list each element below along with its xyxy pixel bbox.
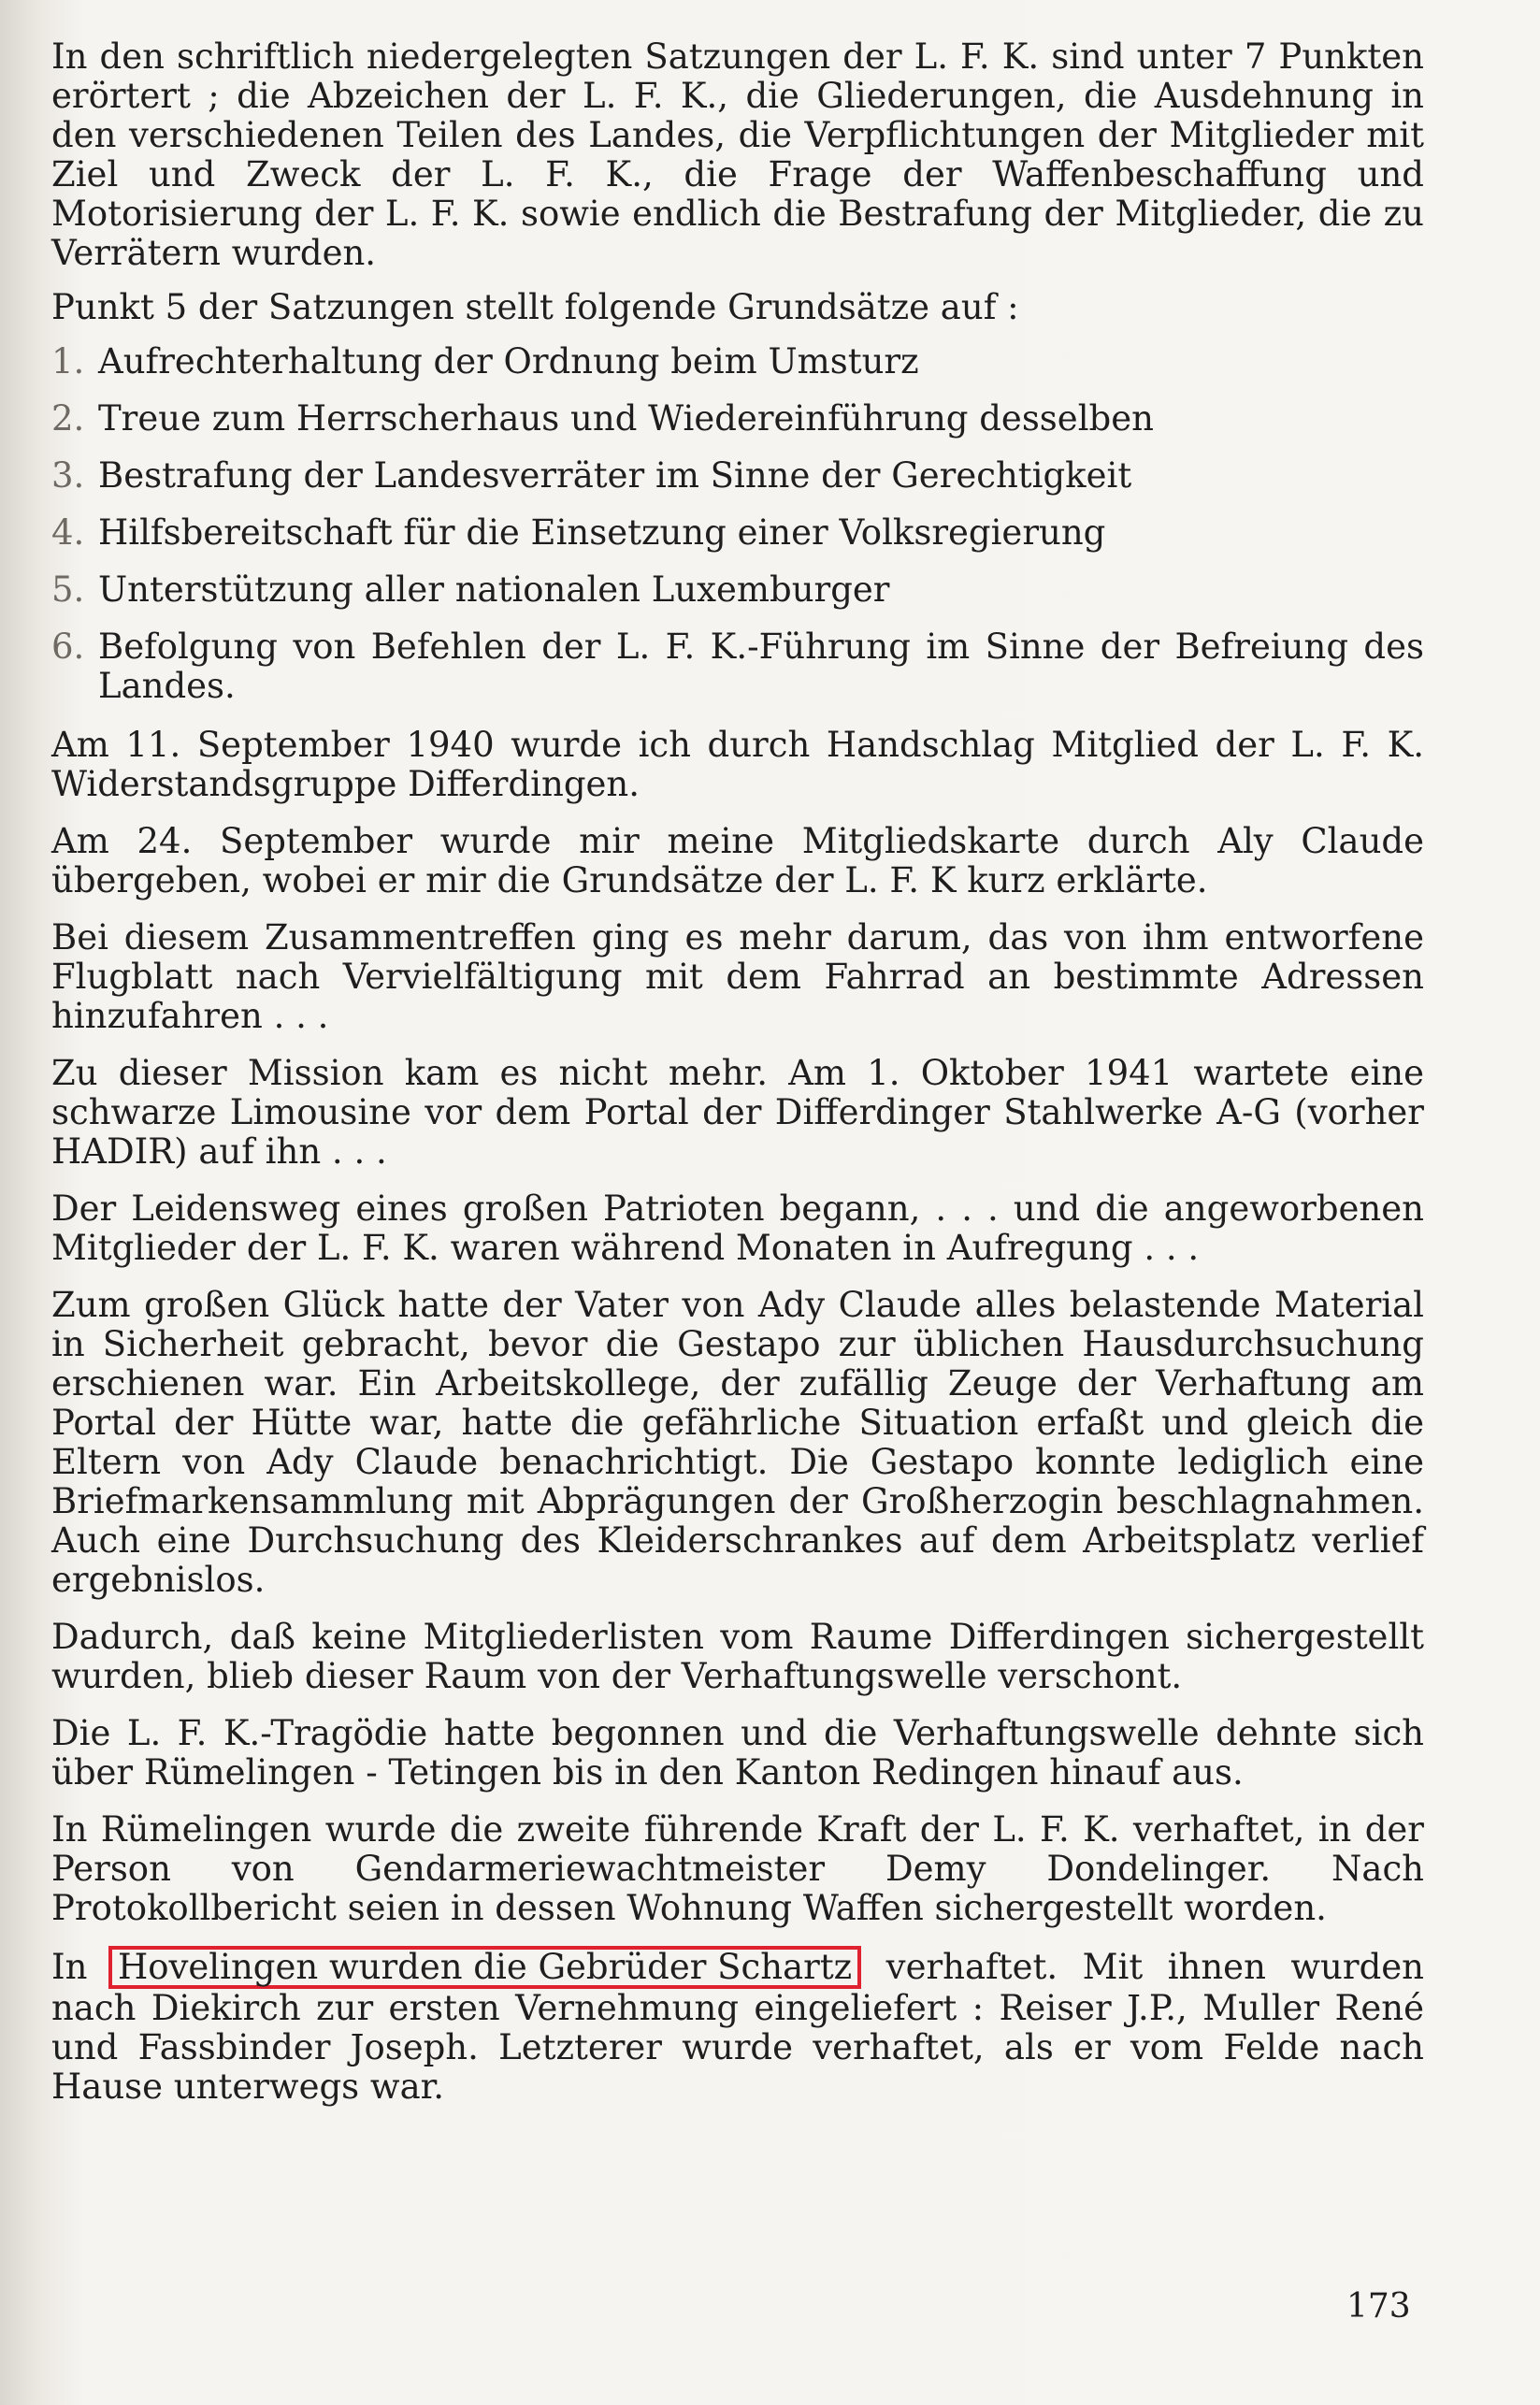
list-number: 5. [51, 569, 85, 610]
list-text: Hilfsbereitschaft für die Einsetzung einer Volksregierung [98, 512, 1106, 553]
list-item [51, 399, 1424, 439]
paragraph-ordeal: Der Leidensweg eines großen Patrioten begann, . . . und die angeworbenen Mitglieder der L. F. K. waren während Monaten in Aufregung . . . [51, 1188, 1424, 1268]
paragraph-point5-intro: Punkt 5 der Satzungen stellt folgende Grundsätze auf : [51, 287, 1019, 327]
list-text: Treue zum Herrscherhaus und Wiedereinführung desselben [98, 398, 1154, 439]
highlighted-text: Hovelingen wurden die Gebrüder Schartz [108, 1946, 861, 1989]
list-number: 4. [51, 512, 85, 553]
list-item [51, 570, 1424, 610]
list-item [51, 342, 1424, 382]
paragraph-membership-date: Am 11. September 1940 wurde ich durch Handschlag Mitglied der L. F. K. Widerstandsgruppe Differdingen. [51, 725, 1424, 804]
paragraph-meeting: Bei diesem Zusammentreffen ging es mehr darum, das von ihm entworfene Flugblatt nach Vervielfältigung mit dem Fahrrad an bestimmte Adressen hinzufahren . . . [51, 917, 1424, 1036]
list-number: 6. [51, 626, 85, 667]
principles-list [51, 342, 1424, 706]
list-text: Bestrafung der Landesverräter im Sinne der Gerechtigkeit [98, 455, 1132, 496]
paragraph-hovelingen [51, 1946, 1424, 2107]
page-body-text [51, 37, 1424, 2124]
paragraph-lead-word: In [51, 1947, 88, 1987]
paragraph-gestapo-search: Zum großen Glück hatte der Vater von Ady Claude alles belastende Material in Sicherheit gebracht, bevor die Gestapo zur üblichen Hausdurchsuchung erschienen war. Ein Arbeitskollege, der zufällig Zeuge der Verhaftung am Portal der Hütte war, hatte die gefährliche Situation erfaßt und gleich die Eltern von Ady Claude benachrichtigt. Die Gestapo konnte lediglich eine Briefmarkensammlung mit Abprägungen der Großherzogin beschlagnahmen. Auch eine Durchsuchung des Kleiderschrankes auf dem Arbeitsplatz verlief ergebnislos. [51, 1285, 1424, 1600]
list-number: 3. [51, 455, 85, 496]
list-text: Befolgung von Befehlen der L. F. K.-Führung im Sinne der Befreiung des Landes. [98, 626, 1424, 706]
paragraph-statutes: In den schriftlich niedergelegten Satzungen der L. F. K. sind unter 7 Punkten erörtert ; die Abzeichen der L. F. K., die Gliederungen, die Ausdehnung in den verschiedenen Teilen des Landes, die Verpflichtungen der Mitglieder mit Ziel und Zweck der L. F. K., die Frage der Waffenbeschaffung und Motorisierung der L. F. K. sowie endlich die Bestrafung der Mitglieder, die zu Verrätern wurden. [51, 36, 1424, 273]
list-text: Aufrechterhaltung der Ordnung beim Umsturz [98, 341, 919, 382]
list-number: 2. [51, 398, 85, 439]
list-item [51, 456, 1424, 496]
paragraph-membership-card: Am 24. September wurde mir meine Mitgliedskarte durch Aly Claude übergeben, wobei er mir die Grundsätze der L. F. K kurz erklärte. [51, 821, 1424, 900]
paragraph-tragedy: Die L. F. K.-Tragödie hatte begonnen und die Verhaftungswelle dehnte sich über Rümelingen - Tetingen bis in den Kanton Redingen hinauf aus. [51, 1713, 1424, 1793]
list-item [51, 513, 1424, 553]
paragraph-no-lists: Dadurch, daß keine Mitgliederlisten vom Raume Differdingen sichergestellt wurden, blieb dieser Raum von der Verhaftungswelle verschont. [51, 1617, 1424, 1696]
paragraph-mission: Zu dieser Mission kam es nicht mehr. Am 1. Oktober 1941 wartete eine schwarze Limousine vor dem Portal der Differdinger Stahlwerke A-G (vorher HADIR) auf ihn . . . [51, 1053, 1424, 1172]
list-item [51, 627, 1424, 706]
list-text: Unterstützung aller nationalen Luxemburger [98, 569, 890, 610]
paragraph-rest: verhaftet. Mit ihnen wurden nach Diekirch zur ersten Vernehmung eingeliefert : Reiser J.P., Muller René und Fassbinder Joseph. Letzterer wurde verhaftet, als er vom Felde nach Hause unterwegs war. [51, 1947, 1424, 2107]
list-number: 1. [51, 341, 85, 382]
page-number: 173 [1346, 2287, 1411, 2326]
paragraph-rumelingen: In Rümelingen wurde die zweite führende Kraft der L. F. K. verhaftet, in der Person von Gendarmeriewachtmeister Demy Dondelinger. Nach Protokollbericht seien in dessen Wohnung Waffen sichergestellt worden. [51, 1809, 1424, 1928]
